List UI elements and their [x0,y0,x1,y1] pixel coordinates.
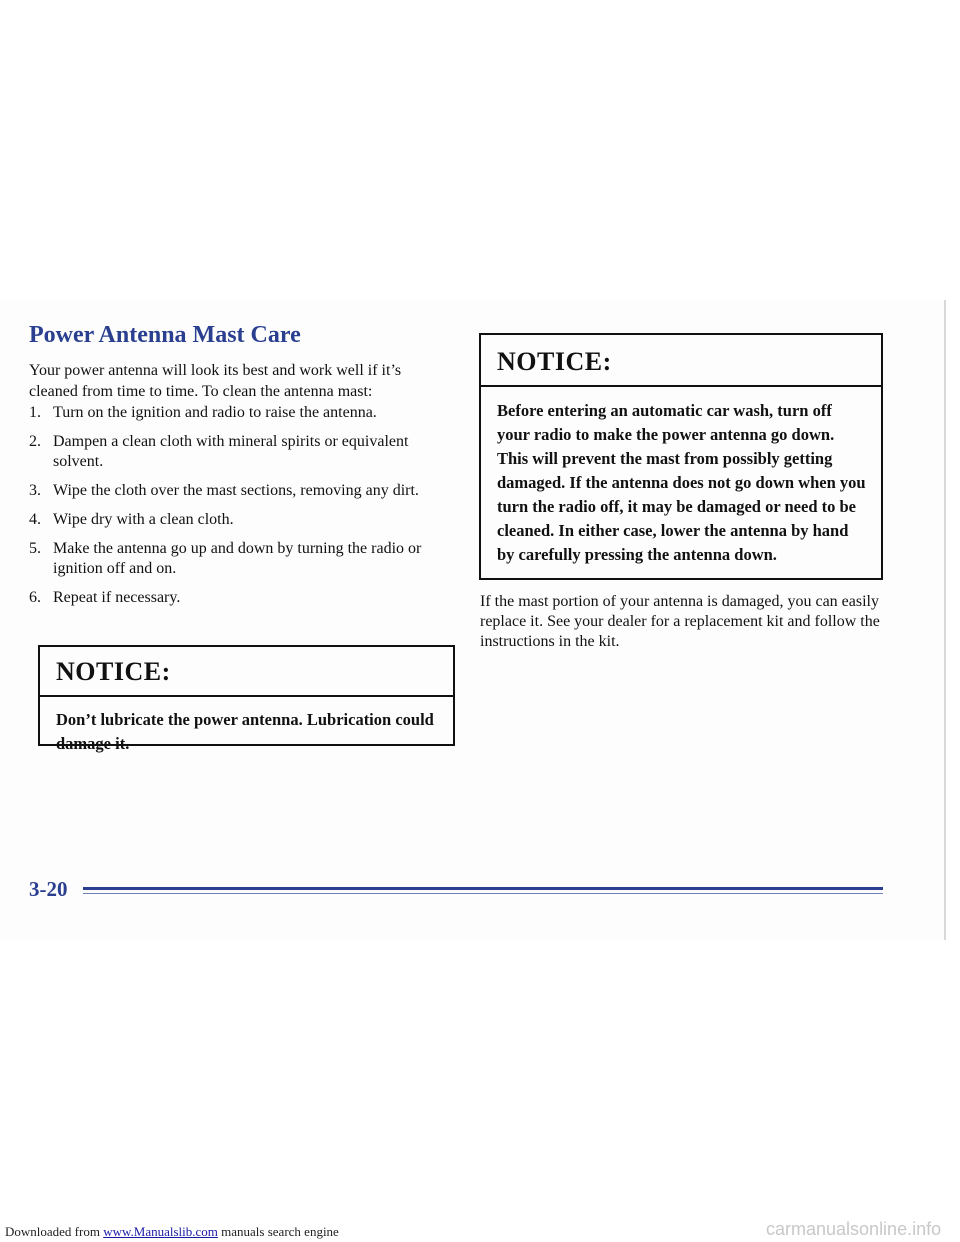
replacement-paragraph: If the mast portion of your antenna is damaged, you can easily replace it. See your dealer for a replacement kit and follow the instructions in the kit. [480,593,880,650]
watermark-text: carmanualsonline.info [766,1219,942,1239]
list-item [29,481,449,501]
page-number: 3-20 [29,877,68,901]
manualslib-link[interactable]: www.Manualslib.com [103,1224,218,1239]
notice-box-car-wash [479,333,883,580]
footer-suffix: manuals search engine [221,1224,339,1239]
notice-body: Don’t lubricate the power antenna. Lubrication could damage it. [56,710,434,753]
section-heading: Power Antenna Mast Care [29,322,301,348]
notice-title: NOTICE: [481,335,881,387]
steps-list [29,403,449,617]
list-item [29,510,449,530]
step-number: 3. [29,482,41,499]
step-number: 4. [29,511,41,528]
step-text: Turn on the ignition and radio to raise the antenna. [53,404,377,421]
footer-rule [83,887,883,890]
intro-paragraph: Your power antenna will look its best and work well if it’s cleaned from time to time. To clean the antenna mast: [29,362,402,400]
step-text: Wipe dry with a clean cloth. [53,511,234,528]
step-text: Repeat if necessary. [53,589,181,606]
list-item [29,588,449,608]
notice-title: NOTICE: [40,647,453,697]
list-item [29,539,449,579]
step-number: 2. [29,433,41,450]
notice-body: Before entering an automatic car wash, turn off your radio to make the power antenna go down. This will prevent the mast from possibly getting damaged. If the antenna does not go down when you turn the radio off, it may be damaged or need to be cleaned. In either case, lower the antenna by hand by carefully pressing the antenna down. [497,401,866,564]
step-text: Make the antenna go up and down by turning the radio or ignition off and on. [53,540,422,577]
step-number: 5. [29,540,41,557]
footer-prefix: Downloaded from [5,1224,100,1239]
download-footer [5,1224,339,1240]
step-text: Dampen a clean cloth with mineral spirits or equivalent solvent. [53,433,409,470]
page-edge [944,300,946,940]
step-number: 1. [29,404,41,421]
list-item [29,432,449,472]
notice-box-lubrication [38,645,455,753]
footer-rule-thin [83,893,883,894]
step-number: 6. [29,589,41,606]
list-item [29,403,449,423]
step-text: Wipe the cloth over the mast sections, removing any dirt. [53,482,419,499]
